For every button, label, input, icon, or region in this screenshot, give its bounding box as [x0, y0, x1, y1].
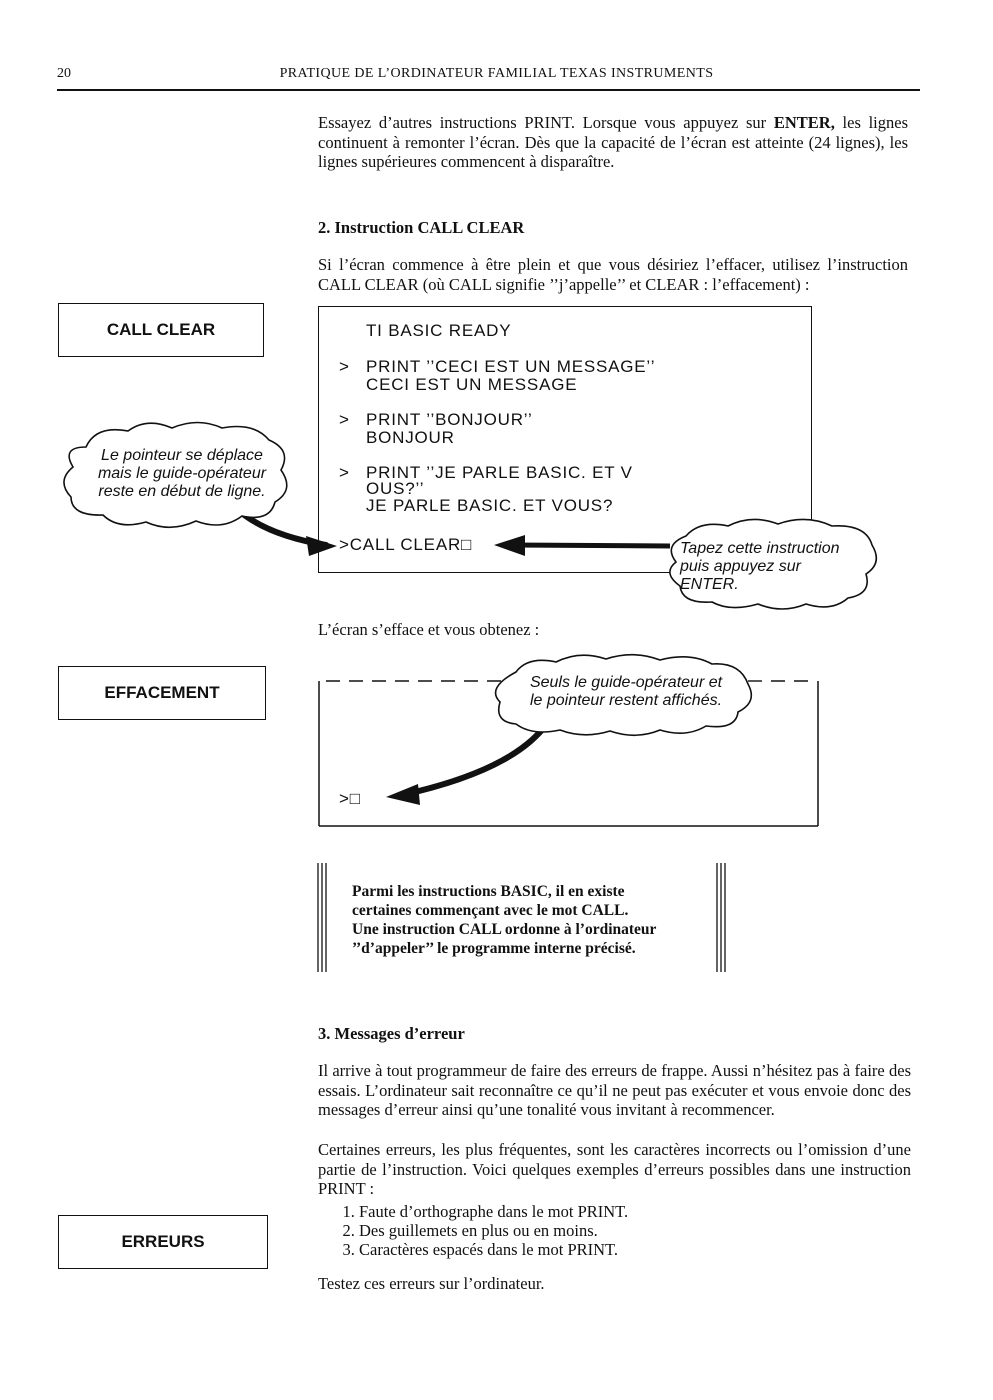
intro-text: Essayez d’autres instructions PRINT. Lorsque vous appuyez sur — [318, 113, 774, 132]
intro-text-2: les lignes continuent à remonter l’écran. Dès que la capacité de l’écran est atteinte (24 lignes), les lignes supérieures commencent à disparaître. — [318, 113, 908, 171]
screen-line-call-clear: >CALL CLEAR□ — [339, 535, 473, 554]
section-3-text-2: Certaines erreurs, les plus fréquentes, sont les caractères incorrects ou l’omission d’une partie de l’instruction. Voici quelques exemples d’erreurs possibles dans une instruction PRINT : — [318, 1140, 911, 1198]
prompt-glyph: > — [339, 357, 350, 376]
error-list — [335, 1202, 895, 1259]
margin-label-effacement-text: EFFACEMENT — [104, 683, 220, 702]
section-3-text-1: Il arrive à tout programmeur de faire des erreurs de frappe. Aussi n’hésitez pas à faire des essais. L’ordinateur sait reconnaître ce qu’il ne peut pas exécuter et vous envoie donc des messages d’erreur ainsi qu’une tonalité vous invitant à recommencer. — [318, 1061, 911, 1119]
section-2-text: Si l’écran commence à être plein et que vous désiriez l’effacer, utilisez l’instruction CALL CLEAR (où CALL signifie ’’j’appelle’’ et CLEAR : l’effacement) : — [318, 255, 908, 294]
section-3-paragraph-2 — [318, 1140, 911, 1199]
error-list-item: 1. Faute d’orthographe dans le mot PRINT. — [359, 1202, 895, 1221]
page-number: 20 — [57, 66, 71, 81]
section-2-heading: 2. Instruction CALL CLEAR — [318, 218, 525, 237]
screen-line-out3: JE PARLE BASIC. ET VOUS? — [366, 496, 614, 515]
note-line: Parmi les instructions BASIC, il en existe — [352, 883, 625, 900]
screen-line-out2: BONJOUR — [366, 428, 455, 447]
margin-label-call-clear-text: CALL CLEAR — [106, 320, 216, 339]
prompt-glyph: > — [339, 463, 350, 482]
callout-left-line: mais le guide-opérateur — [97, 465, 267, 482]
callout-right-line: puis appuyez sur — [680, 558, 801, 575]
screen-line-cmd3b: OUS?’’ — [366, 479, 425, 498]
note-line: ’’d’appeler’’ le programme interne précisé. — [352, 940, 636, 957]
screen-line-cmd3a: PRINT ’’JE PARLE BASIC. ET V — [366, 463, 633, 482]
intro-bold: ENTER, — [773, 113, 835, 132]
screen-line-ready: TI BASIC READY — [366, 321, 512, 340]
error-list-item: 2. Des guillemets en plus ou en moins. — [359, 1221, 895, 1240]
callout-effacement-line: le pointeur restent affichés. — [529, 692, 723, 709]
section-3-heading: 3. Messages d’erreur — [318, 1024, 465, 1043]
callout-right-line: Tapez cette instruction — [680, 540, 840, 557]
note-box — [352, 882, 712, 958]
after-clear-line: L’écran s’efface et vous obtenez : — [318, 620, 540, 639]
note-line: Une instruction CALL ordonne à l’ordinateur — [352, 921, 657, 938]
closing-text: Testez ces erreurs sur l’ordinateur. — [318, 1274, 545, 1293]
screen-line-out1: CECI EST UN MESSAGE — [366, 375, 578, 394]
screen-line-cmd1: PRINT ’’CECI EST UN MESSAGE’’ — [366, 357, 656, 376]
callout-left-line: reste en début de ligne. — [98, 483, 266, 500]
section-3-paragraph-1 — [318, 1061, 911, 1120]
callout-effacement-line: Seuls le guide-opérateur et — [529, 674, 723, 691]
closing-paragraph — [318, 1274, 908, 1294]
note-line: certaines commençant avec le mot CALL. — [352, 902, 629, 919]
margin-label-erreurs-text: ERREURS — [121, 1232, 205, 1251]
callout-left-line: Le pointeur se déplace — [101, 447, 263, 464]
callout-right-line: ENTER. — [680, 576, 739, 593]
margin-label-erreurs — [58, 1215, 268, 1269]
screen-cursor-line: >□ — [339, 789, 361, 808]
screen-line-cmd2: PRINT ’’BONJOUR’’ — [366, 410, 533, 429]
prompt-glyph: > — [339, 410, 350, 429]
running-title: PRATIQUE DE L’ORDINATEUR FAMILIAL TEXAS INSTRUMENTS — [279, 66, 714, 81]
error-list-item: 3. Caractères espacés dans le mot PRINT. — [359, 1240, 895, 1259]
